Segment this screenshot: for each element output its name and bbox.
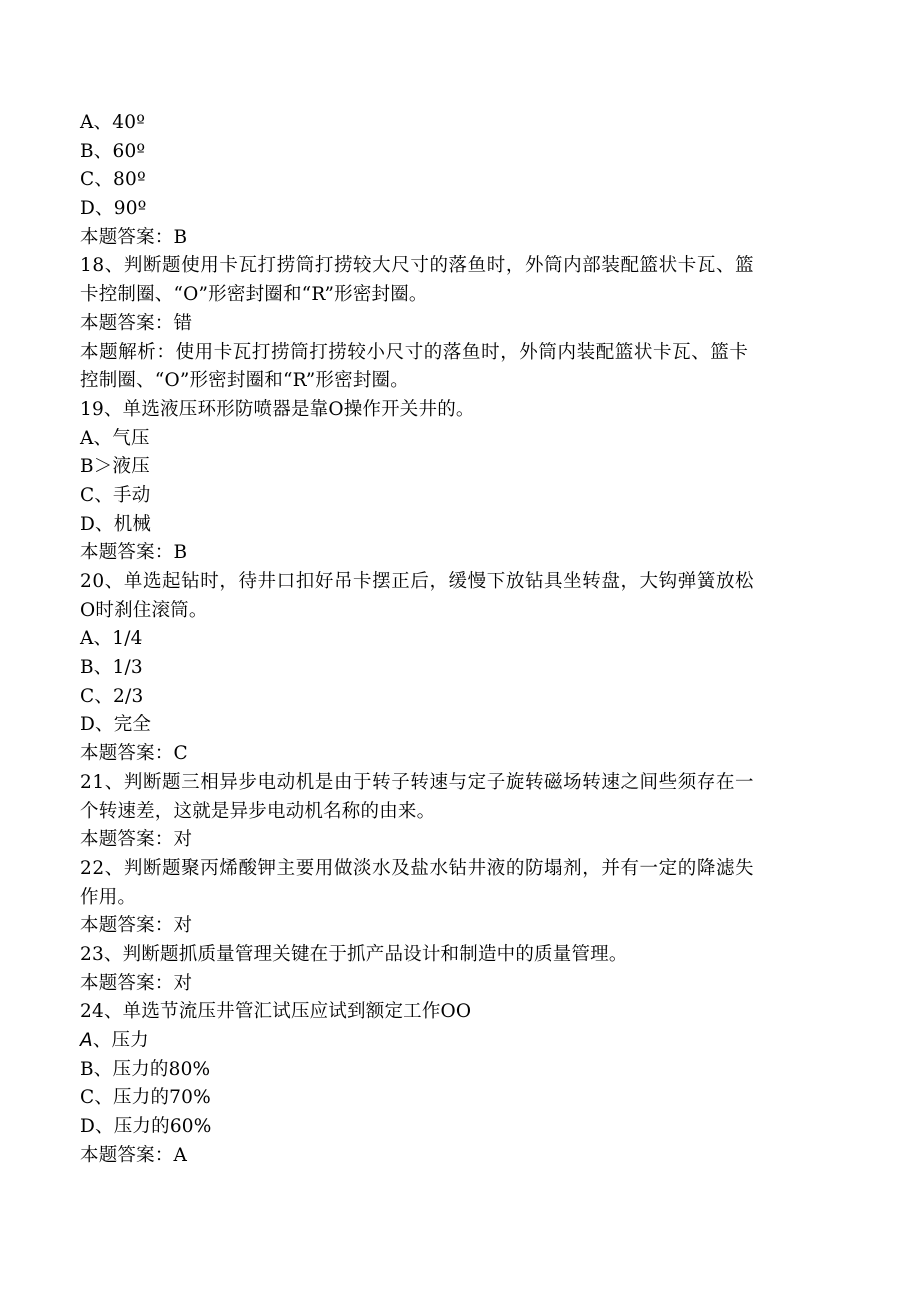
document-page xyxy=(80,109,845,1170)
answer-20: 本题答案：C xyxy=(80,743,188,765)
question-18-line-2: 卡控制圈、“O”形密封圈和“R”形密封圈。 xyxy=(80,284,428,306)
option-d: D、90º xyxy=(80,198,147,220)
question-21-line-1: 21、判断题三相异步电动机是由于转子转速与定子旋转磁场转速之间些须存在一 xyxy=(80,771,755,793)
answer-17: 本题答案：B xyxy=(80,226,188,248)
option-letter: A xyxy=(80,1030,93,1051)
option-a xyxy=(80,1027,845,1056)
question-21-line-2: 个转速差，这就是异步电动机名称的由来。 xyxy=(80,800,436,822)
option-a: A、40º xyxy=(80,112,146,133)
question-20-line-1: 20、单选起钻时，待井口扣好吊卡摆正后，缓慢下放钻具坐转盘，大钩弹簧放松 xyxy=(80,571,755,592)
answer-22: 本题答案：对 xyxy=(80,915,193,937)
question-22-line-2: 作用。 xyxy=(80,886,137,908)
option-c: C、手动 xyxy=(80,484,151,506)
option-d: D、压力的60% xyxy=(80,1116,212,1138)
answer-18: 本题答案：错 xyxy=(80,312,193,334)
question-19: 19、单选液压环形防喷器是靠O操作开关井的。 xyxy=(80,398,475,420)
option-c: C、2/3 xyxy=(80,685,144,707)
option-d: D、完全 xyxy=(80,714,152,736)
option-b: B、压力的80% xyxy=(80,1058,211,1080)
option-d: D、机械 xyxy=(80,513,152,535)
question-22-line-1: 22、判断题聚丙烯酸钾主要用做淡水及盐水钻井液的防塌剂，并有一定的降滤失 xyxy=(80,857,755,879)
option-b: B、1/3 xyxy=(80,657,143,679)
option-c: C、压力的70% xyxy=(80,1087,211,1109)
option-b: B、60º xyxy=(80,140,146,162)
question-23: 23、判断题抓质量管理关键在于抓产品设计和制造中的质量管理。 xyxy=(80,943,628,965)
answer-21: 本题答案：对 xyxy=(80,829,193,851)
answer-24: 本题答案：A xyxy=(80,1144,188,1166)
explanation-18-line-1: 本题解析：使用卡瓦打捞筒打捞较小尺寸的落鱼时，外筒内装配篮状卡瓦、篮卡 xyxy=(80,341,749,363)
option-c: C、80º xyxy=(80,169,146,191)
question-24: 24、单选节流压井管汇试压应试到额定工作OO xyxy=(80,1001,472,1023)
question-18-line-1: 18、判断题使用卡瓦打捞筒打捞较大尺寸的落鱼时，外筒内部装配篮状卡瓦、篮 xyxy=(80,255,755,277)
question-20-line-2: O时刹住滚筒。 xyxy=(80,599,208,621)
option-a: A、1/4 xyxy=(80,628,143,650)
option-b: B＞液压 xyxy=(80,456,150,478)
option-a: A、气压 xyxy=(80,427,150,449)
option-text: 、压力 xyxy=(92,1030,149,1051)
explanation-18-line-2: 控制圈、“O”形密封圈和“R”形密封圈。 xyxy=(80,370,409,392)
answer-19: 本题答案：B xyxy=(80,542,188,564)
answer-23: 本题答案：对 xyxy=(80,972,193,994)
